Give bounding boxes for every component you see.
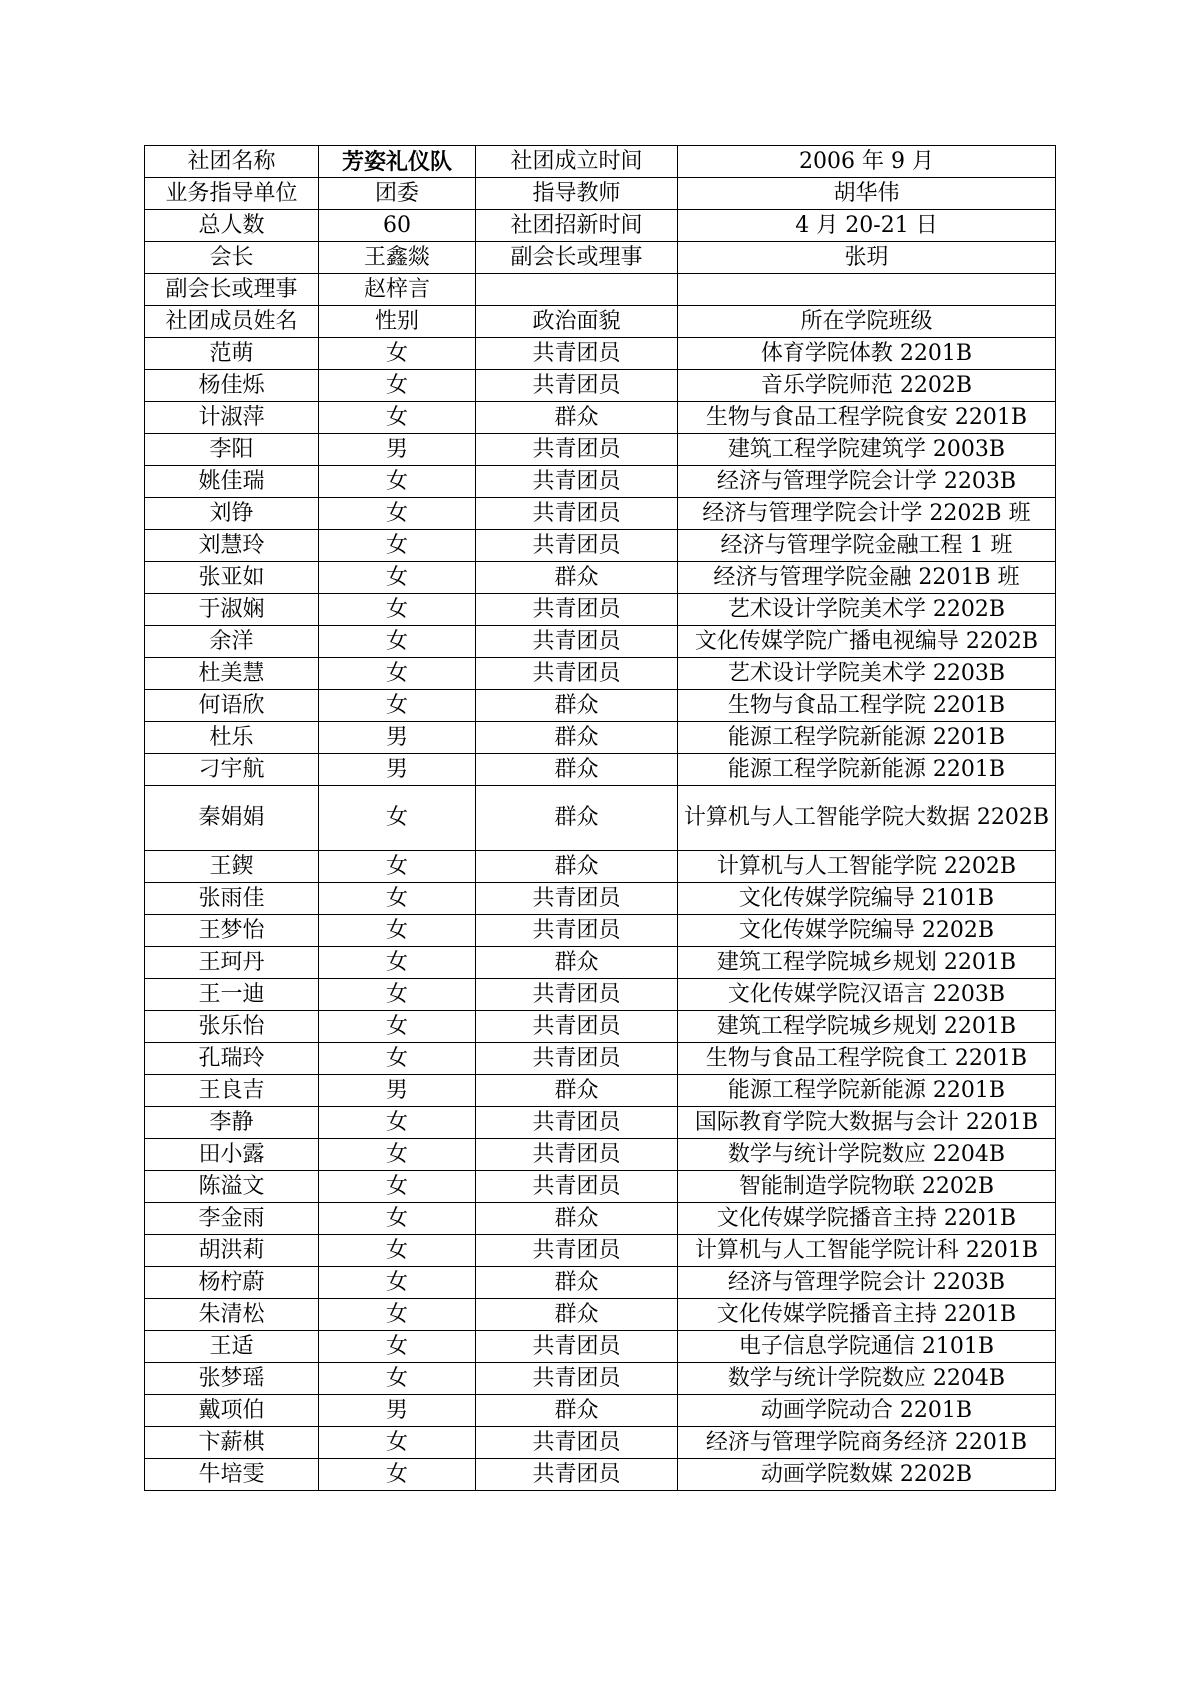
member-name: 计淑萍: [145, 402, 319, 434]
member-political-status: 共青团员: [476, 658, 678, 690]
member-gender: 女: [319, 883, 476, 915]
member-name: 张梦瑶: [145, 1363, 319, 1395]
member-row: [145, 1139, 1056, 1171]
president-label: 会长: [145, 242, 319, 274]
member-college-class: 数学与统计学院数应 2204B: [678, 1139, 1056, 1171]
member-political-status: 共青团员: [476, 626, 678, 658]
header-member-name: 社团成员姓名: [145, 306, 319, 338]
member-political-status: 群众: [476, 1299, 678, 1331]
member-college-class: 计算机与人工智能学院大数据 2202B: [678, 786, 1056, 851]
member-gender: 男: [319, 754, 476, 786]
member-row: [145, 690, 1056, 722]
member-college-class: 智能制造学院物联 2202B: [678, 1171, 1056, 1203]
member-gender: 女: [319, 690, 476, 722]
member-gender: 女: [319, 1363, 476, 1395]
member-gender: 女: [319, 947, 476, 979]
member-political-status: 共青团员: [476, 530, 678, 562]
member-political-status: 共青团员: [476, 594, 678, 626]
empty-cell: [476, 274, 678, 306]
member-name: 戴项伯: [145, 1395, 319, 1427]
member-college-class: 文化传媒学院汉语言 2203B: [678, 979, 1056, 1011]
member-college-class: 数学与统计学院数应 2204B: [678, 1363, 1056, 1395]
club-roster-table: [144, 145, 1056, 1491]
advisor-label: 指导教师: [476, 178, 678, 210]
member-political-status: 共青团员: [476, 370, 678, 402]
member-name: 杜美慧: [145, 658, 319, 690]
member-row: [145, 498, 1056, 530]
member-political-status: 群众: [476, 851, 678, 883]
member-row: [145, 466, 1056, 498]
member-gender: 女: [319, 1011, 476, 1043]
member-gender: 女: [319, 1203, 476, 1235]
empty-cell: [678, 274, 1056, 306]
info-row-vice: [145, 274, 1056, 306]
vice-value-1: 张玥: [678, 242, 1056, 274]
member-college-class: 能源工程学院新能源 2201B: [678, 722, 1056, 754]
info-row-name: [145, 146, 1056, 178]
member-row: [145, 1075, 1056, 1107]
member-political-status: 共青团员: [476, 1427, 678, 1459]
member-gender: 女: [319, 626, 476, 658]
member-name: 杜乐: [145, 722, 319, 754]
member-political-status: 共青团员: [476, 1011, 678, 1043]
member-college-class: 生物与食品工程学院食工 2201B: [678, 1043, 1056, 1075]
member-gender: 女: [319, 1107, 476, 1139]
member-name: 何语欣: [145, 690, 319, 722]
member-college-class: 文化传媒学院编导 2202B: [678, 915, 1056, 947]
member-row: [145, 1203, 1056, 1235]
vice-label-1: 副会长或理事: [476, 242, 678, 274]
member-row: [145, 658, 1056, 690]
total-label: 总人数: [145, 210, 319, 242]
member-gender: 女: [319, 1299, 476, 1331]
member-row: [145, 530, 1056, 562]
member-row: [145, 1011, 1056, 1043]
member-name: 田小露: [145, 1139, 319, 1171]
member-political-status: 群众: [476, 786, 678, 851]
member-college-class: 文化传媒学院编导 2101B: [678, 883, 1056, 915]
member-name: 刁宇航: [145, 754, 319, 786]
member-name: 王鍥: [145, 851, 319, 883]
member-political-status: 群众: [476, 562, 678, 594]
member-gender: 男: [319, 1395, 476, 1427]
member-college-class: 经济与管理学院金融工程 1 班: [678, 530, 1056, 562]
member-college-class: 建筑工程学院建筑学 2003B: [678, 434, 1056, 466]
member-gender: 女: [319, 1331, 476, 1363]
member-name: 张乐怡: [145, 1011, 319, 1043]
header-political-status: 政治面貌: [476, 306, 678, 338]
member-gender: 女: [319, 594, 476, 626]
member-gender: 男: [319, 1075, 476, 1107]
member-political-status: 共青团员: [476, 915, 678, 947]
member-political-status: 共青团员: [476, 434, 678, 466]
member-name: 范萌: [145, 338, 319, 370]
member-college-class: 能源工程学院新能源 2201B: [678, 754, 1056, 786]
member-name: 牛培雯: [145, 1459, 319, 1491]
member-name: 王一迪: [145, 979, 319, 1011]
member-college-class: 生物与食品工程学院食安 2201B: [678, 402, 1056, 434]
recruit-value: 4 月 20-21 日: [678, 210, 1056, 242]
member-gender: 男: [319, 722, 476, 754]
member-row: [145, 786, 1056, 851]
member-political-status: 共青团员: [476, 466, 678, 498]
unit-label: 业务指导单位: [145, 178, 319, 210]
member-name: 秦娟娟: [145, 786, 319, 851]
member-college-class: 体育学院体教 2201B: [678, 338, 1056, 370]
member-gender: 女: [319, 498, 476, 530]
member-political-status: 共青团员: [476, 1459, 678, 1491]
member-name: 王梦怡: [145, 915, 319, 947]
member-gender: 女: [319, 1427, 476, 1459]
member-gender: 女: [319, 786, 476, 851]
member-political-status: 群众: [476, 402, 678, 434]
member-college-class: 艺术设计学院美术学 2202B: [678, 594, 1056, 626]
member-college-class: 音乐学院师范 2202B: [678, 370, 1056, 402]
member-college-class: 动画学院数媒 2202B: [678, 1459, 1056, 1491]
member-row: [145, 402, 1056, 434]
member-political-status: 群众: [476, 754, 678, 786]
member-name: 于淑娴: [145, 594, 319, 626]
member-row: [145, 1427, 1056, 1459]
member-college-class: 生物与食品工程学院 2201B: [678, 690, 1056, 722]
member-row: [145, 626, 1056, 658]
member-political-status: 群众: [476, 1203, 678, 1235]
club-name-label: 社团名称: [145, 146, 319, 178]
member-name: 杨柠蔚: [145, 1267, 319, 1299]
member-name: 胡洪莉: [145, 1235, 319, 1267]
info-row-unit: [145, 178, 1056, 210]
recruit-label: 社团招新时间: [476, 210, 678, 242]
member-college-class: 经济与管理学院金融 2201B 班: [678, 562, 1056, 594]
member-name: 陈溢文: [145, 1171, 319, 1203]
member-row: [145, 562, 1056, 594]
member-row: [145, 979, 1056, 1011]
member-political-status: 群众: [476, 947, 678, 979]
member-political-status: 群众: [476, 1395, 678, 1427]
member-row: [145, 1363, 1056, 1395]
member-political-status: 共青团员: [476, 1171, 678, 1203]
member-gender: 男: [319, 434, 476, 466]
member-name: 李阳: [145, 434, 319, 466]
vice-value-2: 赵梓言: [319, 274, 476, 306]
member-college-class: 经济与管理学院会计学 2202B 班: [678, 498, 1056, 530]
member-row: [145, 1299, 1056, 1331]
member-political-status: 群众: [476, 1267, 678, 1299]
member-college-class: 艺术设计学院美术学 2203B: [678, 658, 1056, 690]
founded-value: 2006 年 9 月: [678, 146, 1056, 178]
member-name: 杨佳烁: [145, 370, 319, 402]
member-row: [145, 594, 1056, 626]
member-gender: 女: [319, 1043, 476, 1075]
member-name: 李金雨: [145, 1203, 319, 1235]
member-political-status: 群众: [476, 1075, 678, 1107]
member-name: 刘铮: [145, 498, 319, 530]
member-name: 孔瑞玲: [145, 1043, 319, 1075]
member-gender: 女: [319, 1171, 476, 1203]
member-college-class: 文化传媒学院播音主持 2201B: [678, 1203, 1056, 1235]
member-row: [145, 851, 1056, 883]
member-gender: 女: [319, 338, 476, 370]
member-gender: 女: [319, 466, 476, 498]
member-gender: 女: [319, 658, 476, 690]
member-name: 余洋: [145, 626, 319, 658]
member-name: 姚佳瑞: [145, 466, 319, 498]
unit-value: 团委: [319, 178, 476, 210]
member-row: [145, 1331, 1056, 1363]
member-political-status: 共青团员: [476, 1139, 678, 1171]
member-political-status: 共青团员: [476, 979, 678, 1011]
info-row-total: [145, 210, 1056, 242]
member-row: [145, 370, 1056, 402]
member-college-class: 文化传媒学院广播电视编导 2202B: [678, 626, 1056, 658]
member-college-class: 电子信息学院通信 2101B: [678, 1331, 1056, 1363]
member-college-class: 能源工程学院新能源 2201B: [678, 1075, 1056, 1107]
member-row: [145, 947, 1056, 979]
member-college-class: 文化传媒学院播音主持 2201B: [678, 1299, 1056, 1331]
member-political-status: 群众: [476, 722, 678, 754]
member-gender: 女: [319, 530, 476, 562]
member-name: 王适: [145, 1331, 319, 1363]
member-gender: 女: [319, 370, 476, 402]
member-gender: 女: [319, 979, 476, 1011]
member-college-class: 经济与管理学院会计 2203B: [678, 1267, 1056, 1299]
member-row: [145, 1267, 1056, 1299]
member-row: [145, 1395, 1056, 1427]
member-college-class: 建筑工程学院城乡规划 2201B: [678, 947, 1056, 979]
club-name-value: 芳姿礼仪队: [319, 146, 476, 178]
member-name: 张雨佳: [145, 883, 319, 915]
member-gender: 女: [319, 1459, 476, 1491]
member-gender: 女: [319, 1139, 476, 1171]
member-political-status: 共青团员: [476, 1235, 678, 1267]
member-political-status: 群众: [476, 690, 678, 722]
info-row-president: [145, 242, 1056, 274]
member-row: [145, 722, 1056, 754]
member-political-status: 共青团员: [476, 1107, 678, 1139]
member-row: [145, 1235, 1056, 1267]
member-name: 王良吉: [145, 1075, 319, 1107]
founded-label: 社团成立时间: [476, 146, 678, 178]
member-college-class: 经济与管理学院商务经济 2201B: [678, 1427, 1056, 1459]
member-row: [145, 1043, 1056, 1075]
members-header-row: [145, 306, 1056, 338]
member-gender: 女: [319, 915, 476, 947]
member-row: [145, 1107, 1056, 1139]
member-gender: 女: [319, 851, 476, 883]
member-row: [145, 883, 1056, 915]
member-gender: 女: [319, 402, 476, 434]
member-name: 王珂丹: [145, 947, 319, 979]
member-row: [145, 754, 1056, 786]
member-political-status: 共青团员: [476, 1331, 678, 1363]
member-political-status: 共青团员: [476, 338, 678, 370]
roster-body: [145, 146, 1056, 1491]
member-name: 张亚如: [145, 562, 319, 594]
member-college-class: 动画学院动合 2201B: [678, 1395, 1056, 1427]
member-row: [145, 915, 1056, 947]
header-college-class: 所在学院班级: [678, 306, 1056, 338]
member-name: 刘慧玲: [145, 530, 319, 562]
member-political-status: 共青团员: [476, 1043, 678, 1075]
advisor-value: 胡华伟: [678, 178, 1056, 210]
president-value: 王鑫燚: [319, 242, 476, 274]
member-name: 卞薪棋: [145, 1427, 319, 1459]
member-college-class: 国际教育学院大数据与会计 2201B: [678, 1107, 1056, 1139]
member-college-class: 计算机与人工智能学院 2202B: [678, 851, 1056, 883]
header-gender: 性别: [319, 306, 476, 338]
total-value: 60: [319, 210, 476, 242]
member-college-class: 计算机与人工智能学院计科 2201B: [678, 1235, 1056, 1267]
member-row: [145, 338, 1056, 370]
member-gender: 女: [319, 1235, 476, 1267]
member-name: 朱清松: [145, 1299, 319, 1331]
member-college-class: 建筑工程学院城乡规划 2201B: [678, 1011, 1056, 1043]
member-gender: 女: [319, 1267, 476, 1299]
member-political-status: 共青团员: [476, 498, 678, 530]
member-gender: 女: [319, 562, 476, 594]
member-row: [145, 1171, 1056, 1203]
member-row: [145, 434, 1056, 466]
member-name: 李静: [145, 1107, 319, 1139]
member-college-class: 经济与管理学院会计学 2203B: [678, 466, 1056, 498]
vice-label-2: 副会长或理事: [145, 274, 319, 306]
member-political-status: 共青团员: [476, 1363, 678, 1395]
member-row: [145, 1459, 1056, 1491]
member-political-status: 共青团员: [476, 883, 678, 915]
